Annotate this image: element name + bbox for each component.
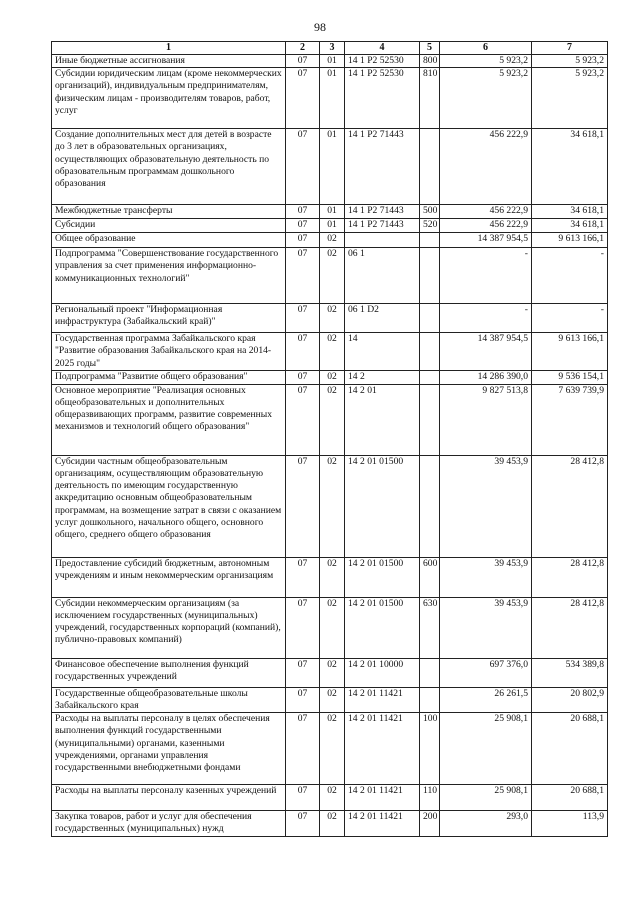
amount-2021-cell: 39 453,9 [440,557,532,597]
column-header: 4 [345,42,420,55]
amount-2022-cell: 28 412,8 [532,557,608,597]
subsection-code-cell: 01 [320,68,345,129]
amount-2022-cell: 34 618,1 [532,219,608,233]
subsection-code-cell: 02 [320,557,345,597]
row-name-cell: Государственные общеобразовательные школы Забайкальского края [52,687,286,712]
expense-type-cell [420,333,440,371]
expense-type-cell: 520 [420,219,440,233]
amount-2021-cell: 9 827 513,8 [440,384,532,455]
row-name-cell: Закупка товаров, работ и услуг для обеспечения государственных (муниципальных) нужд [52,811,286,836]
target-article-cell: 14 2 01 01500 [345,597,420,658]
row-name-cell: Подпрограмма "Совершенствование государственного управления за счет применения информационно-коммуникационных технологий" [52,248,286,304]
section-code-cell: 07 [286,68,320,129]
amount-2021-cell: 697 376,0 [440,658,532,687]
page-number: 98 [314,20,326,34]
section-code-cell: 07 [286,304,320,333]
amount-2022-cell: 534 389,8 [532,658,608,687]
amount-2021-cell: - [440,304,532,333]
table-row [52,233,608,248]
row-name-cell: Государственная программа Забайкальского края "Развитие образования Забайкальского края на 2014-2025 годы" [52,333,286,371]
subsection-code-cell: 02 [320,811,345,836]
column-header: 2 [286,42,320,55]
expense-type-cell [420,455,440,557]
row-name-cell: Иные бюджетные ассигнования [52,55,286,68]
section-code-cell: 07 [286,713,320,785]
table-row [52,248,608,304]
amount-2022-cell: 113,9 [532,811,608,836]
table-row [52,597,608,658]
subsection-code-cell: 02 [320,597,345,658]
subsection-code-cell: 02 [320,333,345,371]
column-header: 3 [320,42,345,55]
row-name-cell: Региональный проект "Информационная инфраструктура (Забайкальский край)" [52,304,286,333]
target-article-cell: 14 1 P2 52530 [345,55,420,68]
subsection-code-cell: 01 [320,129,345,205]
amount-2022-cell: 9 613 166,1 [532,233,608,248]
section-code-cell: 07 [286,55,320,68]
expense-type-cell [420,233,440,248]
section-code-cell: 07 [286,811,320,836]
table-row [52,811,608,836]
section-code-cell: 07 [286,597,320,658]
column-header: 6 [440,42,532,55]
row-name-cell: Создание дополнительных мест для детей в возрасте до 3 лет в образовательных организациях, осуществляющих образовательную деятельность по образовательным программам дошкольного образования [52,129,286,205]
amount-2021-cell: 293,0 [440,811,532,836]
column-header: 1 [52,42,286,55]
expense-type-cell: 800 [420,55,440,68]
expense-type-cell: 200 [420,811,440,836]
amount-2022-cell: - [532,248,608,304]
expense-type-cell: 600 [420,557,440,597]
section-code-cell: 07 [286,248,320,304]
amount-2022-cell: 28 412,8 [532,597,608,658]
expense-type-cell [420,304,440,333]
target-article-cell: 14 2 01 11421 [345,687,420,712]
amount-2022-cell: 5 923,2 [532,55,608,68]
table-row [52,785,608,811]
table-row [52,205,608,219]
subsection-code-cell: 02 [320,713,345,785]
amount-2022-cell: 20 688,1 [532,713,608,785]
amount-2021-cell: 14 387 954,5 [440,333,532,371]
column-header: 7 [532,42,608,55]
subsection-code-cell: 02 [320,248,345,304]
amount-2022-cell: 20 802,9 [532,687,608,712]
table-row [52,713,608,785]
expense-type-cell [420,384,440,455]
subsection-code-cell: 02 [320,658,345,687]
amount-2021-cell: - [440,248,532,304]
section-code-cell: 07 [286,557,320,597]
amount-2021-cell: 25 908,1 [440,713,532,785]
row-name-cell: Расходы на выплаты персоналу казенных учреждений [52,785,286,811]
subsection-code-cell: 01 [320,219,345,233]
row-name-cell: Подпрограмма "Развитие общего образования" [52,370,286,384]
target-article-cell: 14 1 P2 71443 [345,129,420,205]
row-name-cell: Субсидии частным общеобразовательным организациям, осуществляющим образовательную деятельность по имеющим государственную аккредитацию основным общеобразовательным программам, на возмещение затрат в связи с оказанием услуг дошкольного, начального общего, основного общего, среднего общего образования [52,455,286,557]
table-row [52,219,608,233]
amount-2022-cell: 5 923,2 [532,68,608,129]
amount-2021-cell: 39 453,9 [440,455,532,557]
target-article-cell: 14 2 01 [345,384,420,455]
target-article-cell: 06 1 [345,248,420,304]
amount-2021-cell: 5 923,2 [440,68,532,129]
amount-2021-cell: 14 387 954,5 [440,233,532,248]
table-row [52,455,608,557]
expense-type-cell: 810 [420,68,440,129]
table-row [52,68,608,129]
section-code-cell: 07 [286,219,320,233]
subsection-code-cell: 02 [320,687,345,712]
expense-type-cell: 100 [420,713,440,785]
row-name-cell: Общее образование [52,233,286,248]
target-article-cell: 14 2 01 11421 [345,713,420,785]
expense-type-cell [420,370,440,384]
expense-type-cell [420,658,440,687]
target-article-cell: 14 2 01 11421 [345,811,420,836]
amount-2021-cell: 25 908,1 [440,785,532,811]
target-article-cell: 06 1 D2 [345,304,420,333]
amount-2021-cell: 39 453,9 [440,597,532,658]
row-name-cell: Субсидии юридическим лицам (кроме некоммерческих организаций), индивидуальным предпринимателям, физическим лицам - производителям товаров, работ, услуг [52,68,286,129]
subsection-code-cell: 02 [320,304,345,333]
row-name-cell: Предоставление субсидий бюджетным, автономным учреждениям и иным некоммерческим организациям [52,557,286,597]
target-article-cell: 14 [345,333,420,371]
row-name-cell: Субсидии [52,219,286,233]
row-name-cell: Субсидии некоммерческим организациям (за исключением государственных (муниципальных) учреждений, государственных корпораций (компаний), публично-правовых компаний) [52,597,286,658]
target-article-cell: 14 2 01 10000 [345,658,420,687]
section-code-cell: 07 [286,658,320,687]
row-name-cell: Расходы на выплаты персоналу в целях обеспечения выполнения функций государственными (муниципальными) органами, казенными учреждениями, органами управления государственными внебюджетными фондами [52,713,286,785]
amount-2022-cell: 9 536 154,1 [532,370,608,384]
expense-type-cell: 500 [420,205,440,219]
table-body [52,55,608,837]
expense-type-cell [420,248,440,304]
table-header-row [52,42,608,55]
section-code-cell: 07 [286,370,320,384]
column-header: 5 [420,42,440,55]
expense-type-cell: 110 [420,785,440,811]
section-code-cell: 07 [286,785,320,811]
section-code-cell: 07 [286,129,320,205]
row-name-cell: Основное мероприятие "Реализация основных общеобразовательных и дополнительных общеразвивающих программ, развитие современных механизмов и технологий общего образования" [52,384,286,455]
section-code-cell: 07 [286,233,320,248]
section-code-cell: 07 [286,687,320,712]
target-article-cell: 14 2 01 11421 [345,785,420,811]
amount-2021-cell: 5 923,2 [440,55,532,68]
target-article-cell: 14 1 P2 71443 [345,219,420,233]
amount-2022-cell: - [532,304,608,333]
amount-2022-cell: 34 618,1 [532,205,608,219]
amount-2021-cell: 456 222,9 [440,205,532,219]
expense-type-cell [420,687,440,712]
target-article-cell: 14 1 P2 52530 [345,68,420,129]
target-article-cell [345,233,420,248]
table-row [52,687,608,712]
budget-table [51,41,608,837]
section-code-cell: 07 [286,333,320,371]
section-code-cell: 07 [286,384,320,455]
target-article-cell: 14 2 01 01500 [345,455,420,557]
table-row [52,370,608,384]
table-row [52,129,608,205]
amount-2022-cell: 20 688,1 [532,785,608,811]
table-row [52,333,608,371]
target-article-cell: 14 2 01 01500 [345,557,420,597]
subsection-code-cell: 02 [320,455,345,557]
table-row [52,384,608,455]
amount-2021-cell: 456 222,9 [440,219,532,233]
row-name-cell: Межбюджетные трансферты [52,205,286,219]
amount-2021-cell: 26 261,5 [440,687,532,712]
section-code-cell: 07 [286,205,320,219]
amount-2022-cell: 34 618,1 [532,129,608,205]
subsection-code-cell: 02 [320,233,345,248]
amount-2022-cell: 9 613 166,1 [532,333,608,371]
row-name-cell: Финансовое обеспечение выполнения функций государственных учреждений [52,658,286,687]
amount-2022-cell: 7 639 739,9 [532,384,608,455]
subsection-code-cell: 02 [320,384,345,455]
section-code-cell: 07 [286,455,320,557]
subsection-code-cell: 01 [320,55,345,68]
table-row [52,658,608,687]
amount-2022-cell: 28 412,8 [532,455,608,557]
subsection-code-cell: 02 [320,785,345,811]
table-row [52,55,608,68]
expense-type-cell: 630 [420,597,440,658]
expense-type-cell [420,129,440,205]
table-row [52,304,608,333]
target-article-cell: 14 1 P2 71443 [345,205,420,219]
subsection-code-cell: 01 [320,205,345,219]
amount-2021-cell: 456 222,9 [440,129,532,205]
subsection-code-cell: 02 [320,370,345,384]
target-article-cell: 14 2 [345,370,420,384]
amount-2021-cell: 14 286 390,0 [440,370,532,384]
table-row [52,557,608,597]
